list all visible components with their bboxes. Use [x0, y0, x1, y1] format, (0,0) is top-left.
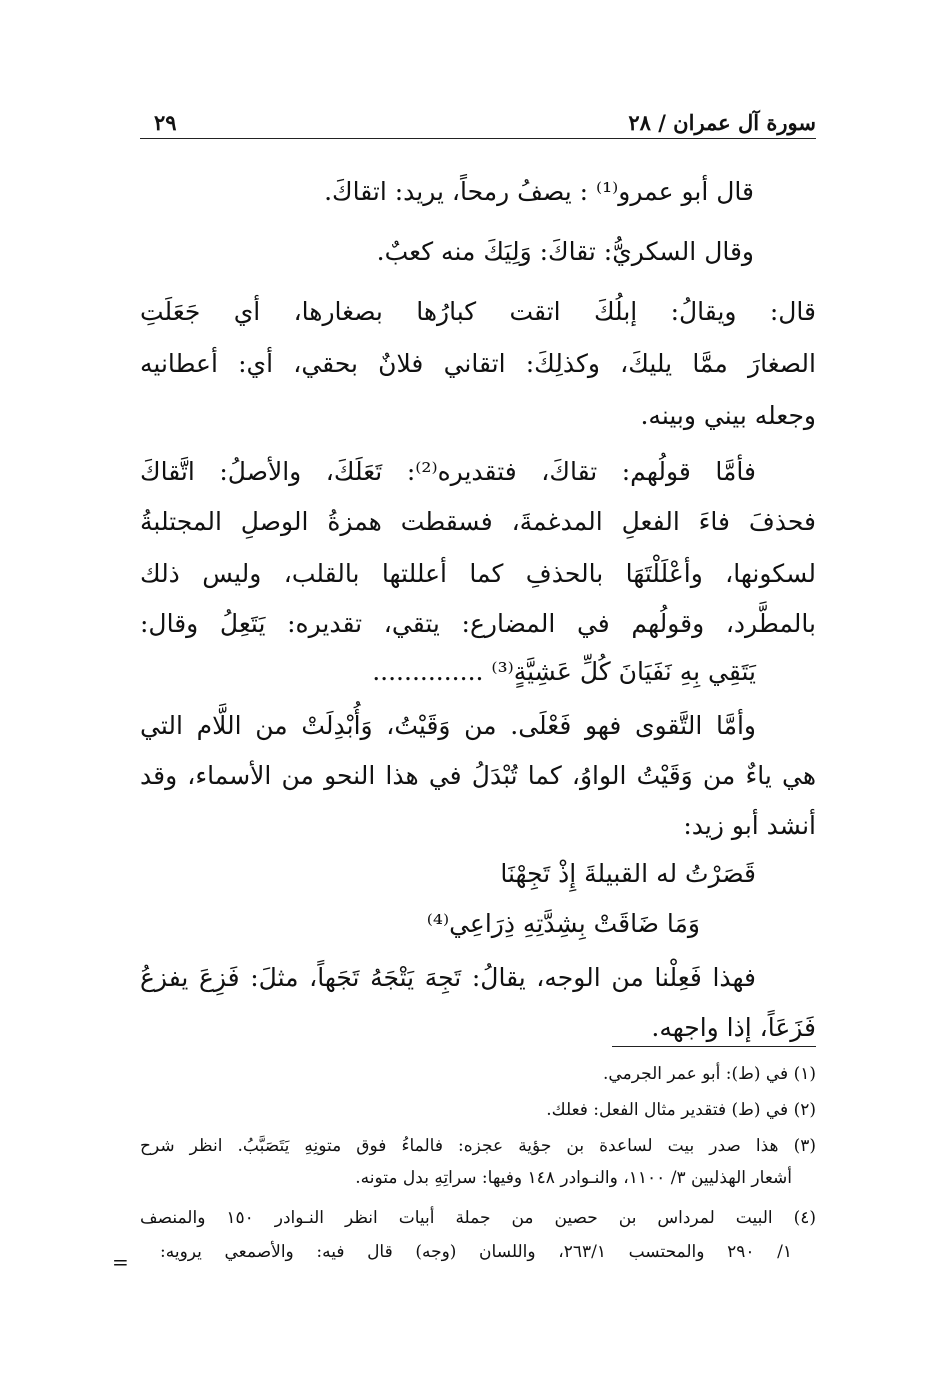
text-line: وقال السكريُّ: تقاكَ: وَلِيَكَ منه كعبٌ. — [376, 237, 754, 266]
text-line: قال أبو عمرو⁽¹⁾ : يصفُ رمحاً، يريد: اتقاكَ. — [324, 177, 754, 206]
text-line: هي ياءٌ من وَقَيْتُ الواوُ، كما تُبْدَلُ في هذا النحو من الأسماء، وقد — [140, 761, 816, 790]
continuation-mark: = — [112, 1250, 129, 1274]
text-line: فحذفَ فاءَ الفعلِ المدغمةَ، فسقطت همزةُ الوصلِ المجتلبةُ — [140, 507, 816, 536]
footnote: (٢) في (ط) فتقدير مثال الفعل: فعلك. — [546, 1100, 816, 1120]
verse-line: يَتَقِي بِهِ نَفَيَانَ كُلِّ عَشِيَّةٍ⁽³⁾ .............. — [372, 657, 756, 686]
footnote: ١/ ٢٩٠ والمحتسب ٢٦٣/١، واللسان (وجه) قال فيه: والأصمعي يرويه: — [160, 1242, 792, 1262]
text-line: فهذا فَعِلْنا من الوجه، يقالُ: تَجِهَ يَتْجَهُ تَجَهاً، مثلَ: فَزِعَ يفزعُ — [140, 963, 756, 992]
footnote: (١) في (ط): أبو عمر الجرمي. — [603, 1064, 816, 1084]
text-line: لسكونها، وأعْلَلْتَهَا بالحذفِ كما أعللتها بالقلب، وليس ذلك — [140, 559, 816, 588]
text-line: فَزَعَاً، إذا واجهه. — [651, 1013, 816, 1042]
surah-title: سورة آل عمران / ٢٨ — [628, 110, 816, 135]
running-header — [140, 108, 816, 139]
text-line: الصغارَ ممَّا يليكَ، وكذلِكَ: اتقاني فلانٌ بحقي، أي: أعطانيه — [140, 349, 816, 378]
verse-line: وَمَا ضَاقَتْ بِشِدَّتِهِ ذِرَاعِي⁽⁴⁾ — [426, 909, 700, 938]
footnote: أشعار الهذليين ٣/ ١١٠٠، والنـوادر ١٤٨ وفيها: سراتِهِ بدل متونه. — [355, 1168, 792, 1188]
footnote: (٣) هذا صدر بيت لساعدة بن جؤية عجزه: فالماءُ فوق متونِهِ يَتَصَبَّبُ. انظر شرح — [140, 1136, 816, 1156]
text-line: بالمطَّرد، وقولُهم في المضارع: يتقي، تقديره: يَتَعِلُ وقال: — [140, 609, 816, 638]
page-number: ٢٩ — [154, 110, 177, 135]
text-line: وجعله بيني وبينه. — [640, 401, 816, 430]
footnote-separator — [612, 1046, 816, 1047]
text-line: وأمَّا التَّقوى فهو فَعْلَى. من وَقَيْتُ، وَأُبْدِلَتْ من اللَّام التي — [140, 711, 756, 740]
text-line: فأمَّا قولُهم: تقاكَ، فتقديره⁽²⁾: تَعَلَكَ، والأصلُ: اتَّقاكَ — [140, 457, 756, 486]
footnote: (٤) البيت لمرداس بن حصين من جملة أبيات انظر النـوادر ١٥٠ والمنصف — [140, 1208, 816, 1228]
text-line: أنشد أبو زيد: — [683, 811, 816, 840]
text-line: قال: ويقالُ: إبلُكَ اتقت كبارُها بصغارها، أي جَعَلَتِ — [140, 297, 816, 326]
verse-line: قَصَرْتُ له القبيلةَ إِذْ تَجِهْنَا — [500, 859, 756, 888]
